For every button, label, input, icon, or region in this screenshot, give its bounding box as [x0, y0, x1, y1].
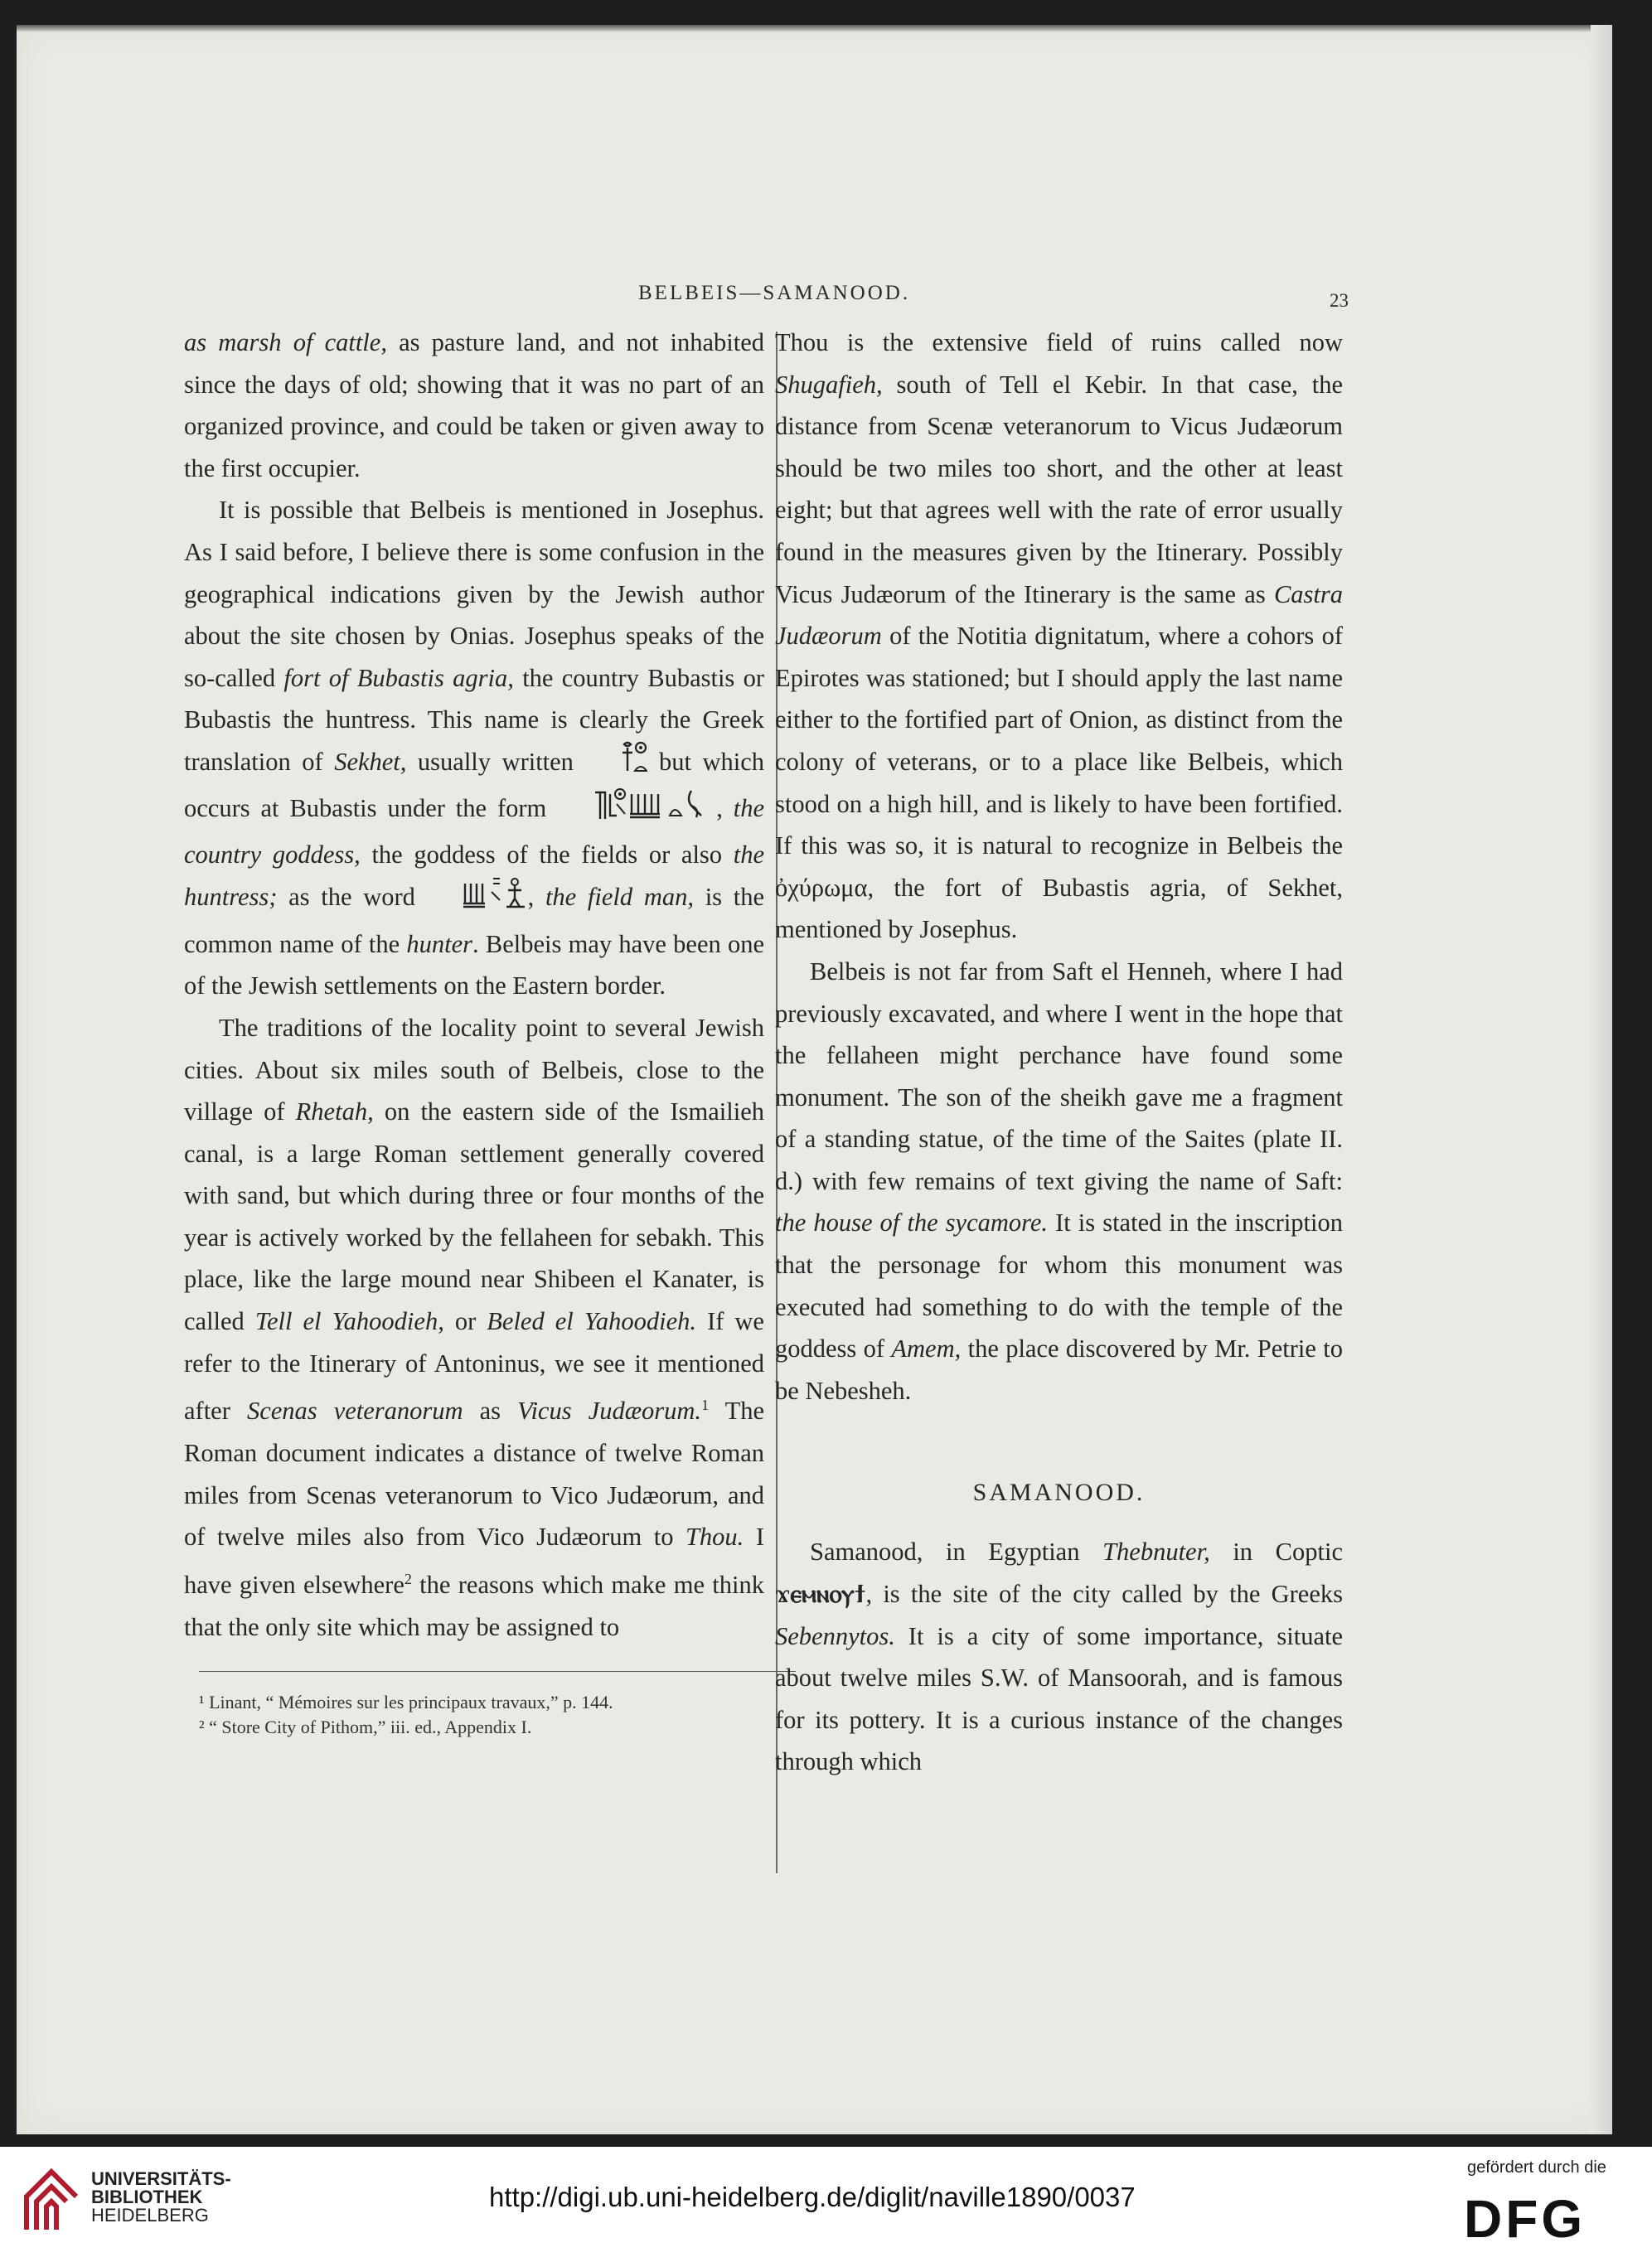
page-edge-right: [1591, 25, 1612, 2134]
footnote-1: ¹ Linant, “ Mémoires sur les principaux travaux,” p. 144.: [199, 1692, 613, 1713]
text: of the Notitia dignitatum, where a cohors of Epirotes was stationed; but I should apply the last name either to the fortified part of Onion, as distinct from the colony of veterans, or to a place like Belbeis, which stood on a high hill, and is likely to have been fortified. If this was so, it is natural to recognize in Belbeis the ὀχύρωμα, the fort of Bubastis agria, of Sekhet, mentioned by Josephus.: [775, 622, 1343, 944]
page-number: 23: [1330, 290, 1349, 311]
italic-text: Scenas veteranorum: [246, 1397, 463, 1426]
text: It is a city of some importance, situate about twelve miles S.W. of Mansoorah, and is famous for its pottery. It is a curious instance of the changes through which: [775, 1621, 1343, 1776]
text: is the common name of the: [184, 882, 765, 958]
italic-text: Castra Judæorum: [775, 579, 1343, 651]
text: ,: [716, 793, 734, 822]
paragraph: [184, 322, 764, 489]
paragraph: [775, 1531, 1343, 1783]
text: as pasture land, and not inhabited since the days of old; showing that it was no part of an organized province, and could be taken or given away to the first occupier.: [184, 328, 764, 482]
text: but which occurs at Bubastis under the form: [184, 747, 764, 822]
italic-text: Amem,: [891, 1334, 962, 1363]
coptic-text: ϫⲉⲙⲛⲟⲩϯ: [775, 1580, 866, 1609]
page-edge-top: [17, 25, 1612, 31]
italic-text: the country goddess,: [184, 793, 765, 869]
text: It is stated in the inscription that the personage for whom this monument was executed had something to do with the temple of the goddess of: [775, 1208, 1344, 1363]
text: Belbeis is not far from Saft el Henneh, where I had previously excavated, and where I went in the hope that the fellaheen might perchance have found some monument. The son of the sheikh gave me a fragment of a standing statue, of the time of the Saites (plate II. d.) with few remains of text giving the name of Saft:: [775, 957, 1343, 1195]
italic-text: Sebennytos.: [775, 1621, 895, 1650]
running-head: BELBEIS—SAMANOOD.: [638, 282, 911, 304]
text: the reasons which make me think that the only site which may be assigned to: [184, 1570, 764, 1641]
text: the country Bubastis or Bubastis the huntress. This name is clearly the Greek translation of: [184, 663, 765, 776]
text: or: [443, 1307, 487, 1336]
funder-label: gefördert durch die: [1467, 2158, 1606, 2177]
text: I have given elsewhere: [184, 1523, 764, 1599]
paragraph: [775, 322, 1343, 951]
italic-text: the field man,: [545, 882, 694, 911]
text: as the word: [277, 882, 427, 911]
library-name-line: HEIDELBERG: [91, 2205, 209, 2226]
library-name-line: BIBLIOTHEK: [91, 2187, 203, 2207]
footnote-rule: [199, 1671, 796, 1672]
italic-text: as marsh of cattle,: [184, 328, 387, 356]
university-library-logo[interactable]: [18, 2163, 85, 2242]
text: . Belbeis may have been one of the Jewish settlements on the Eastern border.: [184, 929, 765, 1000]
italic-text: Vicus Judæorum.: [517, 1397, 702, 1426]
text: in Coptic: [1209, 1538, 1343, 1567]
italic-text: Rhetah,: [295, 1097, 374, 1126]
text: ,: [527, 882, 545, 911]
library-name-line: UNIVERSITÄTS-: [91, 2168, 231, 2189]
text: The traditions of the locality point to several Jewish cities. About six miles south of Belbeis, close to the village of: [184, 1013, 764, 1126]
text: It is possible that Belbeis is mentioned in Josephus. As I said before, I believe there is some confusion in the geographical indications given by the Jewish author about the site chosen by Onias. Josephus speaks of the so-called: [184, 496, 764, 692]
paragraph: [184, 489, 764, 1007]
text: usually written: [406, 747, 585, 776]
right-column: [775, 322, 1343, 1783]
library-emblem-icon: [18, 2163, 85, 2238]
hieroglyph-sekhet: [584, 741, 647, 787]
dfg-logo[interactable]: DFG: [1464, 2189, 1587, 2249]
section-heading: SAMANOOD.: [972, 1479, 1146, 1507]
left-column: [184, 322, 764, 1740]
text: on the eastern side of the Ismailieh canal, is a large Roman settlement generally covered with sand, but which during three or four months of the year is actively worked by the fellaheen for sebakh. This place, like the large mound near Shibeen el Kanater, is called: [184, 1097, 765, 1336]
text: , is the site of the city called by the Greeks: [865, 1580, 1343, 1609]
text: Thou is the extensive field of ruins called now: [775, 328, 1343, 356]
paragraph: [184, 1007, 764, 1648]
italic-text: the huntress;: [184, 840, 764, 911]
footnotes: [184, 1690, 764, 1740]
italic-text: Thebnuter,: [1102, 1538, 1210, 1567]
paragraph: [775, 951, 1343, 1412]
footer-bar: [0, 2147, 1652, 2262]
text: The Roman document indicates a distance of twelve Roman miles from Scenas veteranorum to Vico Judæorum, and of twelve miles also from Vico Judæorum to: [184, 1397, 764, 1552]
text: south of Tell el Kebir. In that case, the distance from Scenæ veteranorum to Vicus Judæorum should be two miles too short, and the other at least eight; but that agrees well with the rate of error usually found in the measures given by the Itinerary. Possibly Vicus Judæorum of the Itinerary is the same as: [775, 370, 1343, 608]
italic-text: the house of the sycamore.: [775, 1208, 1049, 1238]
footnote-ref[interactable]: 1: [701, 1397, 710, 1414]
italic-text: Tell el Yahoodieh,: [254, 1307, 444, 1336]
hieroglyph-field-man: [427, 875, 528, 923]
text: as: [463, 1397, 518, 1426]
footnote-2: ² “ Store City of Pithom,” iii. ed., Appendix I.: [199, 1717, 532, 1738]
italic-text: fort of Bubastis agria,: [283, 663, 514, 692]
text: Samanood, in Egyptian: [810, 1538, 1103, 1567]
text: the goddess of the fields or also: [360, 840, 734, 869]
italic-text: Thou.: [685, 1523, 744, 1552]
document-url-link[interactable]: http://digi.ub.uni-heidelberg.de/diglit/naville1890/0037: [489, 2182, 1136, 2212]
library-name: [91, 2170, 231, 2225]
text: the place discovered by Mr. Petrie to be Nebesheh.: [775, 1334, 1343, 1405]
text: If we refer to the Itinerary of Antoninus, we see it mentioned after: [184, 1307, 764, 1426]
italic-text: hunter: [406, 929, 473, 958]
italic-text: Beled el Yahoodieh.: [487, 1307, 697, 1336]
italic-text: Sekhet,: [334, 747, 407, 776]
italic-text: Shugafieh,: [775, 370, 883, 399]
footnote-ref[interactable]: 2: [404, 1570, 412, 1587]
hieroglyph-country-goddess: [557, 787, 716, 834]
